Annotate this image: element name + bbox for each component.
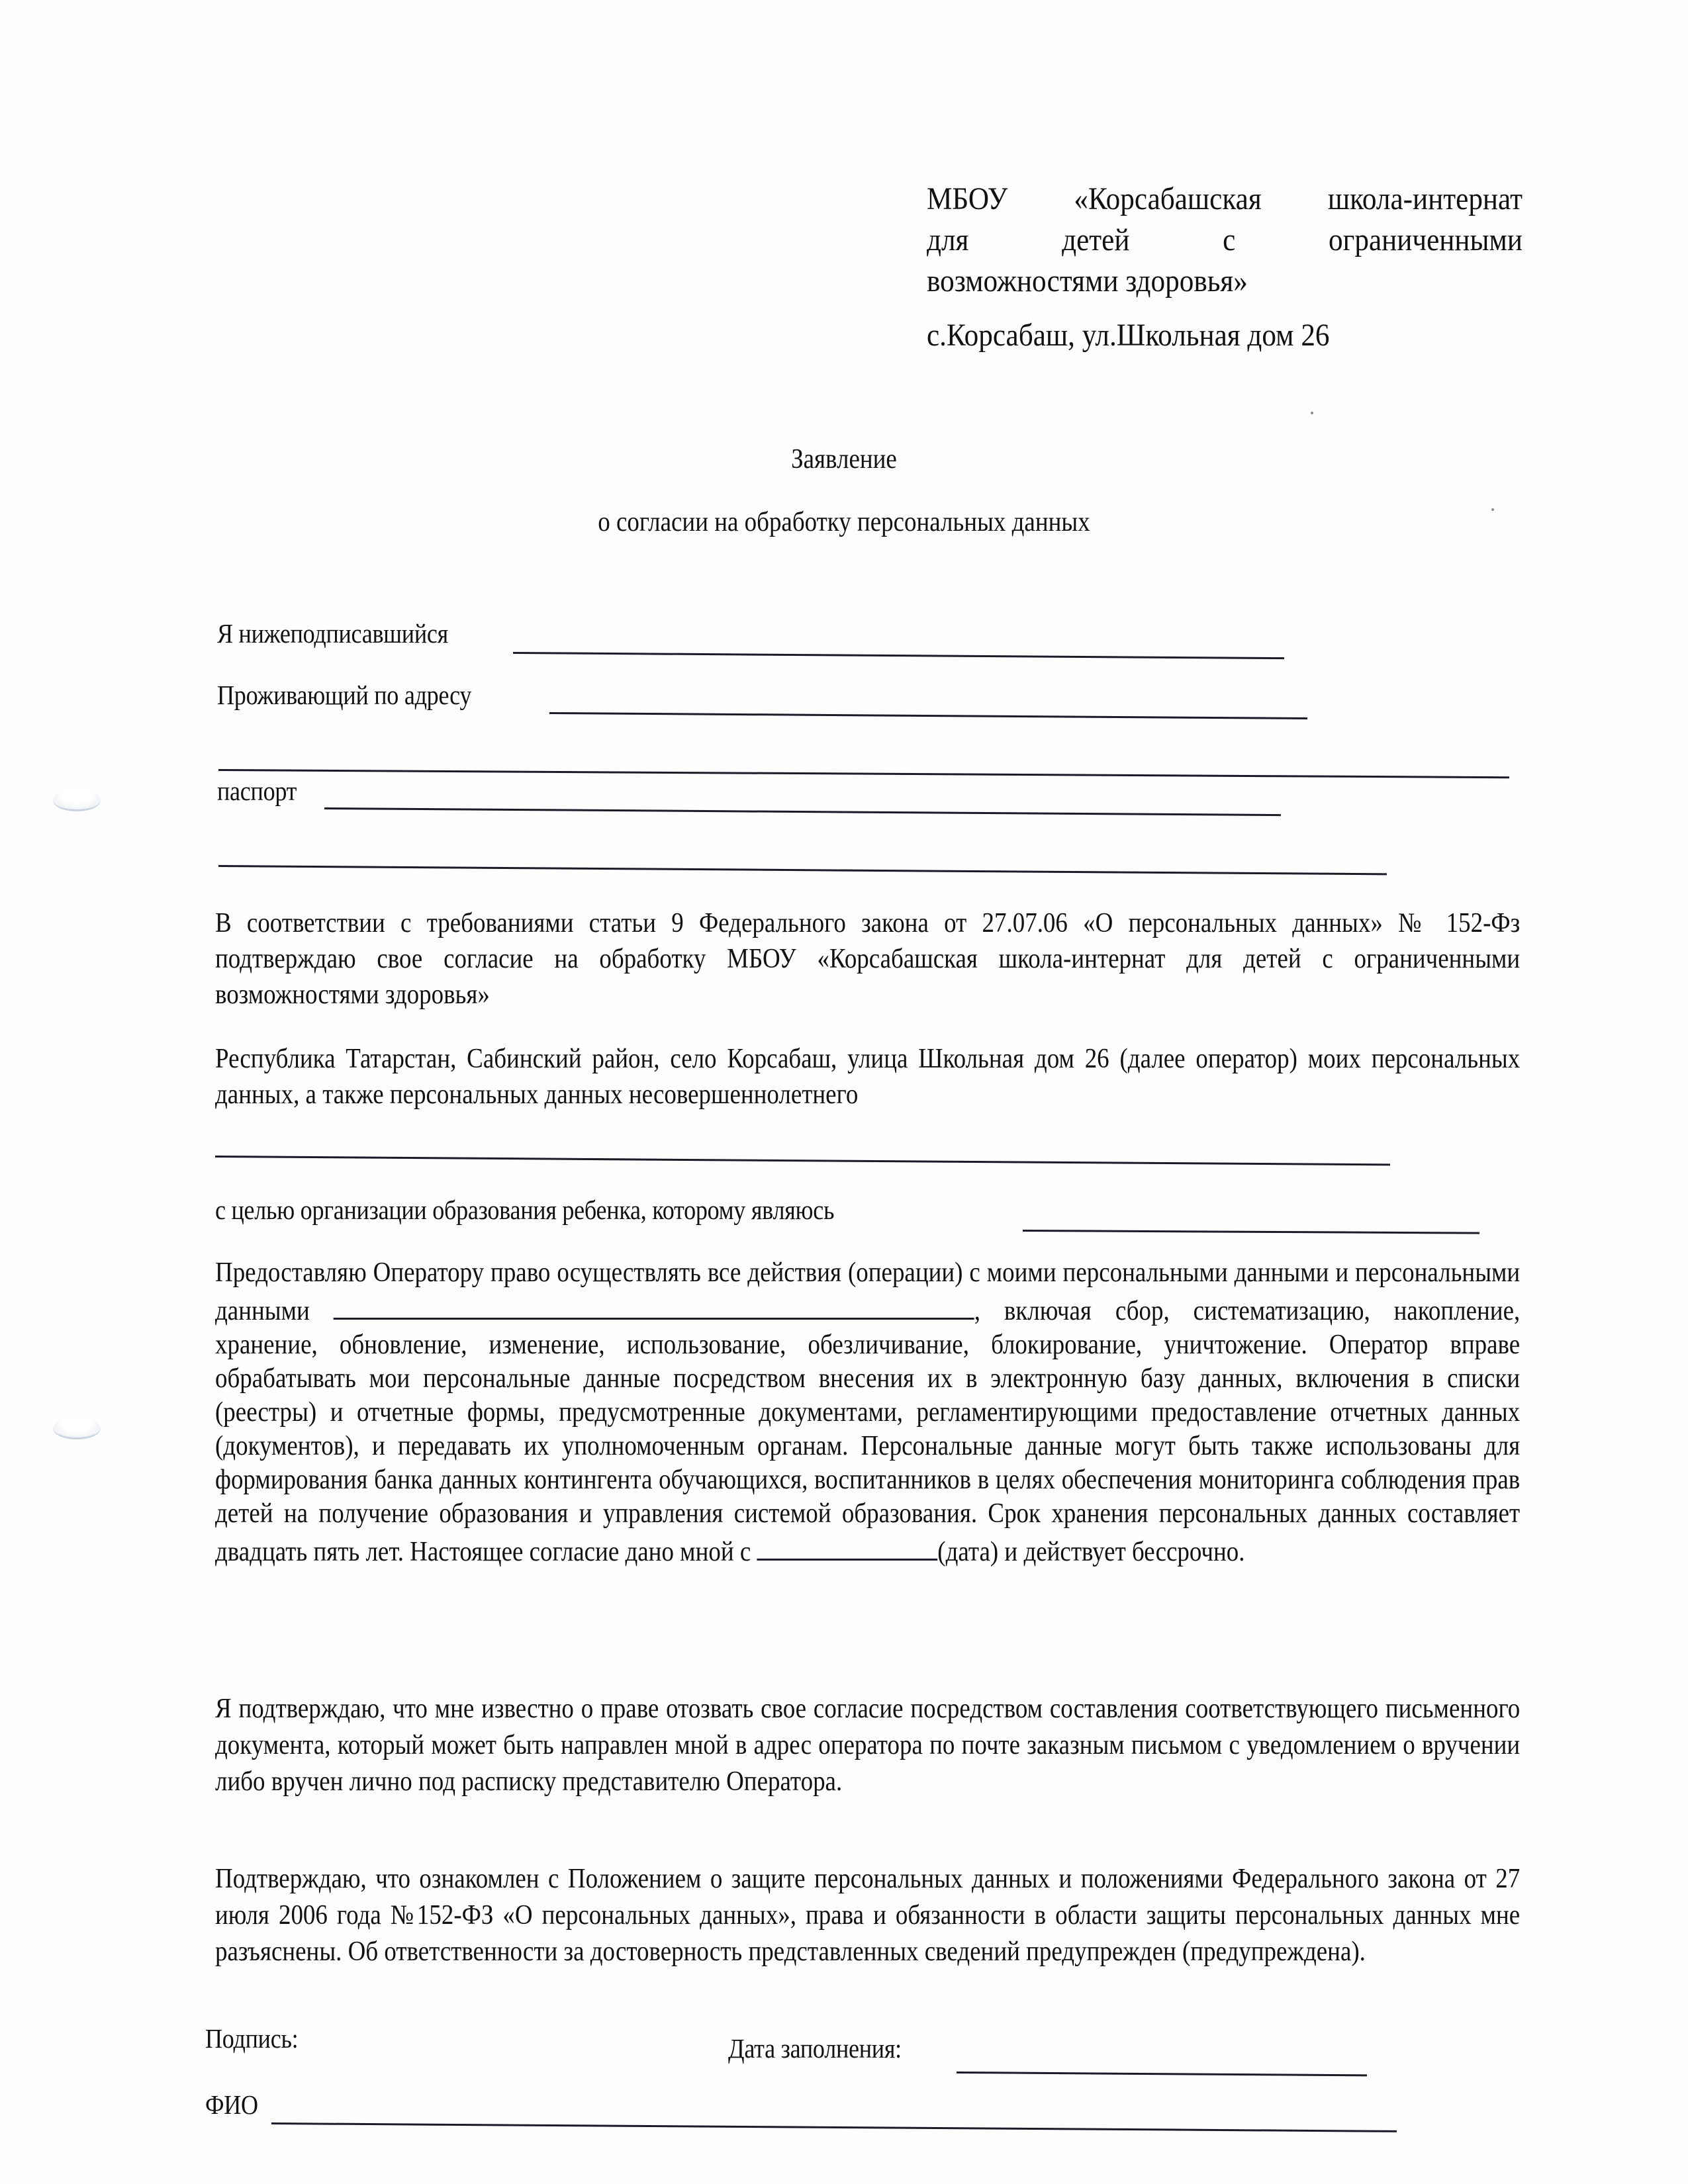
paragraph-operator-address: Республика Татарстан, Сабинский район, село Корсабаш, улица Школьная дом 26 (далее оператор) моих персональных данных, а также персональных данных несовершеннолетнего <box>215 1044 1521 1110</box>
fill-date-label: Дата заполнения: <box>728 2033 902 2064</box>
undersigned-input[interactable] <box>513 652 1284 659</box>
address-input-line-2[interactable] <box>218 769 1509 778</box>
address-label: Проживающий по адресу <box>217 680 472 710</box>
address-input[interactable] <box>549 712 1307 719</box>
document-title: Заявление <box>791 444 897 475</box>
rights-body-text: включая сбор, систематизацию, накопление, хранение, обновление, изменение, использование, обезличивание, блокирование, уничтожение. Оператор вправе обрабатывать мои персональные данные посредством внесения их в электронную базу данных, включения в списки (реестры) и отчетные формы, предусмотренные документами, регламентирующими предоставление отчетных данных (документов), и передавать их уполномоченным органам. Персональные данные могут быть также использованы для формирования банка данных контингента обучающихся, воспитанников в целях обеспечения мониторинга соблюдения прав детей на получение образования и управления системой образования. Срок хранения персональных данных составляет двадцать пять лет. Настоящее согласие дано мной с <box>215 1296 1521 1567</box>
recipient-address-text: с.Корсабаш, ул.Школьная дом 26 <box>927 318 1330 353</box>
recipient-block <box>927 179 1595 356</box>
minor-name-input[interactable] <box>215 1156 1390 1165</box>
passport-input-line-2[interactable] <box>218 865 1387 875</box>
relation-input[interactable] <box>1023 1230 1479 1234</box>
undersigned-label: Я нижеподписавшийся <box>217 618 448 649</box>
paragraph-consent-basis: В соответствии с требованиями статьи 9 Федерального закона от 27.07.06 «О персональных данных» № 152-Фз подтверждаю свое согласие на обработку МБОУ «Корсабашская школа-интернат для детей с ограниченными возможностями здоровья» <box>215 908 1521 1010</box>
paragraph-operator-rights: Предоставляю Оператору право осуществлять все действия (операции) с моими персональными данными и персональными данными , включая сбор, систематизацию, накопление, хранение, обновление, изменение, использование, обезличивание, блокирование, уничтожение. Оператор вправе обрабатывать мои персональные данные посредством внесения их в электронную базу данных, включения в списки (реестры) и отчетные формы, предусмотренные документами, регламентирующими предоставление отчетных данных (документов), и передавать их уполномоченным органам. Персональные данные могут быть также использованы для формирования банка данных контингента обучающихся, воспитанников в целях обеспечения мониторинга соблюдения прав детей на получение образования и управления системой образования. Срок хранения персональных данных составляет двадцать пять лет. Настоящее согласие дано мной с (дата) и действует бессрочно. <box>215 1257 1521 1567</box>
recipient-word: ограниченными <box>1329 222 1523 257</box>
rights-end-text: (дата) и действует бессрочно. <box>937 1537 1245 1567</box>
recipient-word: МБОУ <box>927 181 1008 216</box>
document-subtitle: о согласии на обработку персональных данных <box>598 507 1090 537</box>
purpose-label: с целью организации образования ребенка, которому являюсь <box>215 1195 835 1225</box>
fio-input[interactable] <box>271 2122 1397 2132</box>
rights-subject-input[interactable] <box>334 1290 974 1320</box>
recipient-line-3-text: возможностями здоровья» <box>927 263 1248 298</box>
scan-speck <box>1311 412 1313 414</box>
recipient-line-2 <box>927 220 1523 261</box>
recipient-line-1 <box>927 179 1523 220</box>
punch-hole-mark <box>53 790 101 811</box>
passport-input[interactable] <box>324 807 1281 816</box>
punch-hole-mark <box>53 1418 101 1439</box>
recipient-word: школа-интернат <box>1327 181 1523 216</box>
consent-date-input[interactable] <box>757 1531 938 1561</box>
paragraph-withdrawal-right: Я подтверждаю, что мне известно о праве отозвать свое согласие посредством составления соответствующего письменного документа, который может быть направлен мной в адрес оператора по почте заказным письмом с уведомлением о вручении либо вручен лично под расписку представителю Оператора. <box>215 1694 1521 1797</box>
fill-date-input[interactable] <box>957 2071 1367 2076</box>
fio-label: ФИО <box>205 2089 258 2120</box>
recipient-word: для <box>927 222 969 257</box>
paragraph-acknowledgement: Подтверждаю, что ознакомлен с Положением о защите персональных данных и положениями Федерального закона от 27 июля 2006 года №152-ФЗ «О персональных данных», права и обязанности в области защиты персональных данных мне разъяснены. Об ответственности за достоверность представленных сведений предупрежден (предупреждена). <box>215 1864 1521 1967</box>
recipient-word: «Корсабашская <box>1074 181 1262 216</box>
recipient-line-3 <box>927 261 1523 302</box>
passport-label: паспорт <box>217 776 297 806</box>
rights-intro-text: Предоставляю Оператору право осуществлять все действия (операции) с моими персональными данными и персональными данными <box>215 1257 1521 1326</box>
signature-label: Подпись: <box>205 2023 299 2054</box>
recipient-word: детей <box>1062 222 1130 257</box>
recipient-word: с <box>1223 222 1236 257</box>
recipient-address <box>927 315 1523 356</box>
